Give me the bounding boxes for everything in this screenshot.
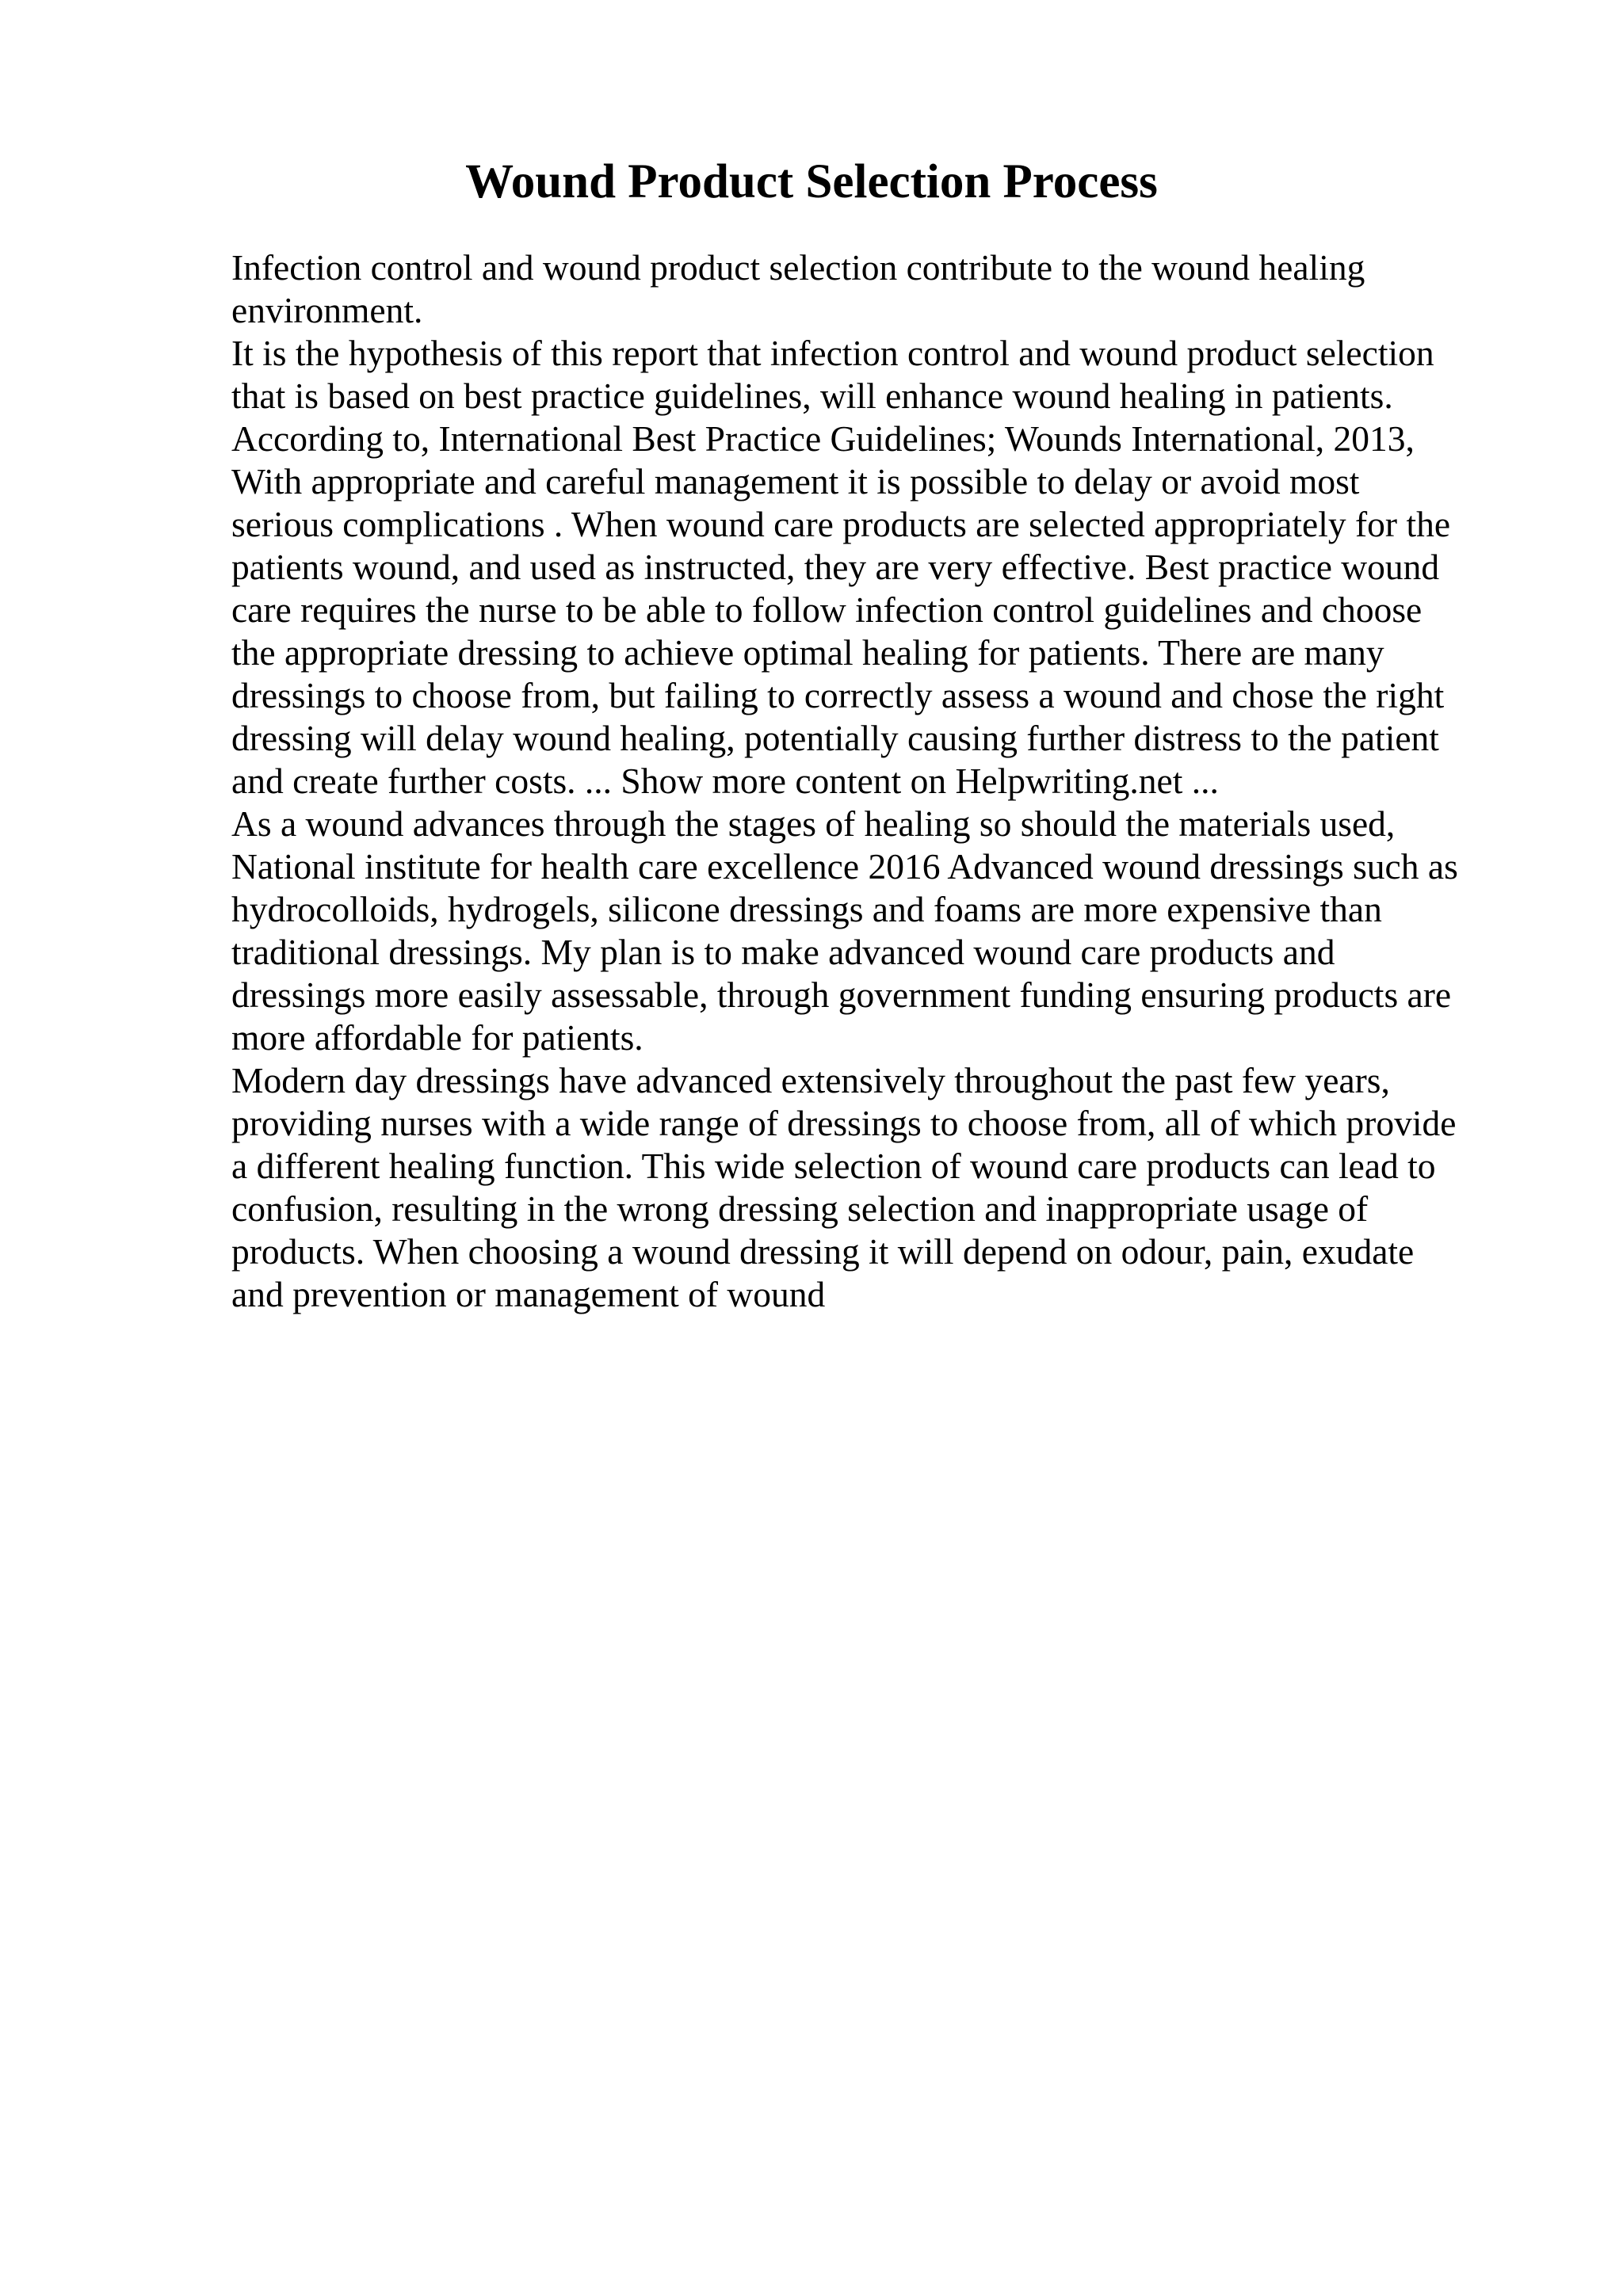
text-line: dressings to choose from, but failing to correctly assess a wound and chose the right (231, 675, 1445, 715)
text-line: hydrocolloids, hydrogels, silicone dressings and foams are more expensive than (231, 889, 1382, 929)
text-line: and create further costs. ... Show more content on Helpwriting.net ... (231, 761, 1219, 801)
text-line: traditional dressings. My plan is to make advanced wound care products and (231, 932, 1335, 972)
page-title: Wound Product Selection Process (465, 155, 1158, 208)
text-line: serious complications . When wound care products are selected appropriately for the (231, 504, 1451, 544)
text-line: more affordable for patients. (231, 1017, 643, 1058)
text-line: According to, International Best Practice Guidelines; Wounds International, 2013, (231, 418, 1415, 459)
text-line: that is based on best practice guidelines, will enhance wound healing in patients. (231, 376, 1393, 416)
text-line: and prevention or management of wound (231, 1274, 826, 1314)
body-text (231, 246, 1507, 1316)
text-line: It is the hypothesis of this report that infection control and wound product selection (231, 333, 1434, 373)
text-line: dressings more easily assessable, through government funding ensuring products are (231, 974, 1452, 1015)
text-line: Modern day dressings have advanced extensively throughout the past few years, (231, 1060, 1390, 1100)
text-line: Infection control and wound product selection contribute to the wound healing (231, 247, 1365, 288)
text-line: As a wound advances through the stages of healing so should the materials used, (231, 803, 1396, 844)
text-line: the appropriate dressing to achieve optimal healing for patients. There are many (231, 632, 1384, 673)
text-line: environment. (231, 290, 423, 330)
text-line: National institute for health care excellence 2016 Advanced wound dressings such as (231, 846, 1458, 887)
text-line: products. When choosing a wound dressing it will depend on odour, pain, exudate (231, 1231, 1415, 1272)
text-line: a different healing function. This wide selection of wound care products can lead to (231, 1146, 1436, 1186)
text-line: With appropriate and careful management it is possible to delay or avoid most (231, 461, 1360, 502)
text-line: confusion, resulting in the wrong dressing selection and inappropriate usage of (231, 1188, 1369, 1229)
text-line: patients wound, and used as instructed, they are very effective. Best practice wound (231, 547, 1440, 587)
text-line: dressing will delay wound healing, potentially causing further distress to the patient (231, 718, 1439, 758)
text-line: providing nurses with a wide range of dressings to choose from, all of which provide (231, 1103, 1457, 1143)
text-line: care requires the nurse to be able to follow infection control guidelines and choose (231, 589, 1423, 630)
